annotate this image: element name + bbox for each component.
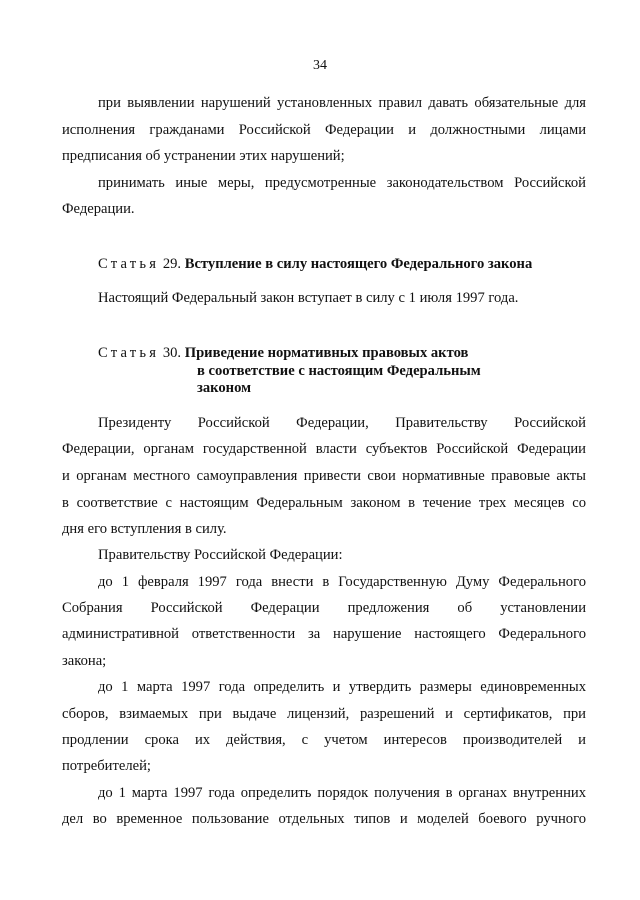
article-29-heading — [98, 255, 532, 273]
paragraph-line: Федерации, органам государственной власти субъектов Российской Федерации — [62, 441, 586, 457]
paragraph-line: административной ответственности за нарушение настоящего Федерального — [62, 626, 586, 642]
paragraph-line: продлении срока их действия, с учетом интересов производителей и — [62, 732, 586, 748]
article-title: Вступление в силу настоящего Федерального закона — [184, 256, 533, 272]
article-number: 30. — [162, 345, 182, 361]
paragraph-line: потребителей; — [62, 758, 151, 774]
paragraph-line: принимать иные меры, предусмотренные законодательством Российской — [98, 175, 586, 191]
paragraph-line: до 1 марта 1997 года определить порядок получения в органах внутренних — [98, 785, 586, 801]
paragraph-line: при выявлении нарушений установленных правил давать обязательные для — [98, 95, 586, 111]
paragraph-line: в соответствие с настоящим Федеральным законом в течение трех месяцев со — [62, 495, 586, 511]
paragraph-line: Федерации. — [62, 201, 135, 217]
paragraph-line: исполнения гражданами Российской Федерации и должностными лицами — [62, 122, 586, 138]
paragraph-line: Настоящий Федеральный закон вступает в силу с 1 июля 1997 года. — [98, 290, 519, 306]
paragraph-line: Президенту Российской Федерации, Правительству Российской — [98, 415, 586, 431]
article-30-heading — [98, 344, 468, 362]
page-number: 34 — [313, 58, 327, 73]
article-label: Статья — [98, 256, 160, 272]
article-title-line: Приведение нормативных правовых актов — [184, 345, 469, 361]
paragraph-line: закона; — [62, 653, 107, 669]
paragraph-line: сборов, взимаемых при выдаче лицензий, разрешений и сертификатов, при — [62, 706, 586, 722]
paragraph-line: Собрания Российской Федерации предложения об установлении — [62, 600, 586, 616]
paragraph-line: предписания об устранении этих нарушений; — [62, 148, 345, 164]
paragraph-line: дел во временное пользование отдельных типов и моделей боевого ручного — [62, 811, 586, 827]
paragraph-line: Правительству Российской Федерации: — [98, 547, 343, 563]
paragraph-line: дня его вступления в силу. — [62, 521, 227, 537]
article-title-line: в соответствие с настоящим Федеральным — [197, 363, 481, 379]
article-title-line: законом — [197, 380, 252, 396]
article-label: Статья — [98, 345, 160, 361]
paragraph-line: до 1 февраля 1997 года внести в Государственную Думу Федерального — [98, 574, 586, 590]
article-number: 29. — [162, 256, 182, 272]
paragraph-line: до 1 марта 1997 года определить и утвердить размеры единовременных — [98, 679, 586, 695]
paragraph-line: и органам местного самоуправления привести свои нормативные правовые акты — [62, 468, 586, 484]
